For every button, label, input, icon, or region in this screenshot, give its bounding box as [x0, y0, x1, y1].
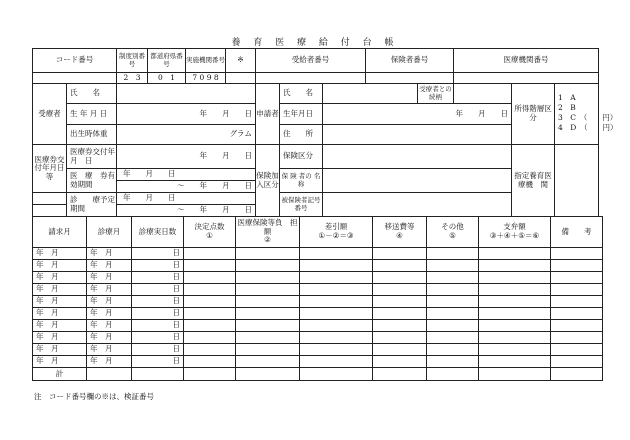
valid-period-label: 医 療 券有効期間 — [67, 169, 117, 193]
amount-cell[interactable] — [479, 260, 551, 272]
iryo-kikan-number-label: 医療機関番号 — [454, 49, 599, 73]
treatment-month-cell[interactable]: 年 月 — [87, 284, 132, 296]
amount-cell[interactable] — [184, 320, 236, 332]
page-title: 養 育 医 療 給 付 台 帳 — [231, 38, 399, 48]
amount-cell[interactable] — [300, 320, 373, 332]
insurance-kubun-field[interactable] — [323, 145, 512, 169]
header-payment — [479, 217, 551, 248]
amount-cell[interactable] — [300, 308, 373, 320]
applicant-name-label: 氏 名 — [280, 84, 323, 104]
billing-month-cell[interactable]: 年 月 — [33, 344, 87, 356]
income-option-c: 3 C （ 円） — [558, 113, 618, 122]
billing-month-cell[interactable]: 年 月 — [33, 308, 87, 320]
amount-cell[interactable] — [184, 284, 236, 296]
total-cell[interactable] — [479, 368, 551, 381]
circle-5: ⑤ — [449, 231, 456, 240]
amount-cell[interactable] — [373, 356, 427, 368]
billing-rows — [33, 248, 603, 368]
issue-date-label: 医療券交付年 月 日 — [67, 145, 117, 169]
treatment-month-cell[interactable]: 年 月 — [87, 356, 132, 368]
amount-cell[interactable] — [184, 272, 236, 284]
amount-cell[interactable] — [184, 308, 236, 320]
insurer-name-field[interactable] — [323, 169, 512, 193]
billing-month-cell[interactable]: 年 月 — [33, 248, 87, 260]
treatment-days-cell[interactable]: 日 — [132, 296, 184, 308]
patient-birth-field[interactable]: 年 月 日 — [117, 104, 256, 125]
total-cell[interactable] — [373, 368, 427, 381]
certificate-section-blank — [33, 193, 67, 205]
code-number-blank — [33, 73, 117, 84]
check-digit-field[interactable] — [226, 73, 256, 84]
footnote: 注 コード番号欄の※は、検証番号 — [34, 392, 154, 401]
jukyu-number-field[interactable] — [256, 73, 366, 84]
relation-label: 受療者との続柄 — [418, 84, 454, 104]
treatment-month-cell[interactable]: 年 月 — [87, 332, 132, 344]
table-row — [33, 248, 603, 260]
income-class-label: 所得階層区分 — [512, 84, 555, 145]
patient-birth-label: 生 年 月 日 — [67, 104, 117, 125]
billing-month-cell[interactable]: 年 月 — [33, 320, 87, 332]
amount-cell[interactable] — [300, 272, 373, 284]
amount-cell[interactable] — [300, 260, 373, 272]
decided-points-label: 決定点数 — [194, 222, 225, 232]
insured-number-field[interactable] — [323, 193, 512, 217]
amount-cell[interactable] — [236, 332, 300, 344]
hoken-number-label: 保険者番号 — [366, 49, 454, 73]
todofuken-label: 都道府県番号 — [148, 49, 186, 73]
digit: 0 — [199, 72, 205, 82]
valid-period-end[interactable]: ～ 年 月 日 — [117, 181, 256, 193]
amount-cell[interactable] — [551, 344, 603, 356]
amount-cell[interactable] — [184, 356, 236, 368]
amount-cell[interactable] — [551, 332, 603, 344]
amount-cell[interactable] — [427, 332, 479, 344]
other-label: その他 — [441, 222, 464, 232]
amount-cell[interactable] — [236, 248, 300, 260]
amount-cell[interactable] — [373, 320, 427, 332]
amount-cell[interactable] — [300, 248, 373, 260]
amount-cell[interactable] — [427, 260, 479, 272]
total-cell[interactable] — [427, 368, 479, 381]
iryo-kikan-number-field[interactable] — [454, 73, 599, 84]
amount-cell[interactable] — [427, 248, 479, 260]
treatment-days-cell[interactable]: 日 — [132, 308, 184, 320]
designated-institution-label: 指定養育医療機 関 — [512, 145, 555, 217]
digit: 8 — [213, 72, 219, 82]
header-other — [427, 217, 479, 248]
applicant-address-field[interactable] — [323, 125, 512, 145]
amount-cell[interactable] — [427, 284, 479, 296]
applicant-birth-field[interactable]: 年 月 日 — [323, 104, 512, 125]
digit: 0 — [157, 72, 163, 82]
header-difference — [300, 217, 373, 248]
applicant-section-label: 申請者 — [256, 84, 280, 145]
treatment-month-cell[interactable]: 年 月 — [87, 260, 132, 272]
treatment-days-cell[interactable]: 日 — [132, 248, 184, 260]
certificate-section-label: 医療券交付年月日等 — [33, 145, 67, 193]
plan-period-end[interactable]: ～ 年 月 日 — [117, 205, 256, 217]
applicant-name-field[interactable] — [323, 84, 418, 104]
amount-cell[interactable] — [427, 320, 479, 332]
digit: 7 — [192, 72, 198, 82]
treatment-month-cell[interactable]: 年 月 — [87, 296, 132, 308]
amount-cell[interactable] — [300, 296, 373, 308]
header-treatment-days: 診療実日数 — [132, 217, 184, 248]
amount-cell[interactable] — [373, 260, 427, 272]
amount-cell[interactable] — [184, 248, 236, 260]
table-row — [33, 272, 603, 284]
amount-cell[interactable] — [479, 320, 551, 332]
insurer-name-label: 保 険 者の 名 称 — [280, 169, 323, 193]
amount-cell[interactable] — [479, 272, 551, 284]
total-cell[interactable] — [300, 368, 373, 381]
birth-weight-field[interactable]: グラム — [117, 125, 256, 145]
treatment-days-cell[interactable]: 日 — [132, 320, 184, 332]
birth-weight-label: 出生時体重 — [67, 125, 117, 145]
total-cell[interactable] — [132, 368, 184, 381]
treatment-month-cell[interactable]: 年 月 — [87, 308, 132, 320]
insured-number-label: 被保険者記号番号 — [280, 193, 323, 217]
billing-table — [32, 216, 603, 381]
kikan-label: 実施機関番号 — [186, 49, 226, 73]
amount-cell[interactable] — [184, 260, 236, 272]
circle-4: ④ — [396, 231, 403, 240]
amount-cell[interactable] — [551, 284, 603, 296]
circle-1: ① — [206, 231, 213, 240]
billing-month-cell[interactable]: 年 月 — [33, 284, 87, 296]
amount-cell[interactable] — [427, 344, 479, 356]
billing-month-cell[interactable]: 年 月 — [33, 296, 87, 308]
ledger-table — [32, 48, 618, 217]
amount-cell[interactable] — [236, 356, 300, 368]
amount-cell[interactable] — [236, 308, 300, 320]
treatment-month-cell[interactable]: 年 月 — [87, 344, 132, 356]
amount-cell[interactable] — [427, 272, 479, 284]
patient-name-field[interactable] — [117, 84, 256, 104]
amount-cell[interactable] — [236, 320, 300, 332]
digit: 9 — [206, 72, 212, 82]
amount-cell[interactable] — [551, 272, 603, 284]
amount-cell[interactable] — [551, 320, 603, 332]
amount-cell[interactable] — [236, 296, 300, 308]
relation-field[interactable] — [454, 84, 512, 104]
table-row — [33, 344, 603, 356]
digit: 3 — [135, 72, 141, 82]
kikan-digits[interactable] — [186, 73, 226, 84]
certificate-section-blank — [33, 205, 67, 217]
insurance-kubun-label: 保険区分 — [280, 145, 323, 169]
amount-cell[interactable] — [184, 344, 236, 356]
total-cell[interactable] — [184, 368, 236, 381]
treatment-days-cell[interactable]: 日 — [132, 332, 184, 344]
billing-month-cell[interactable]: 年 月 — [33, 260, 87, 272]
table-row — [33, 296, 603, 308]
amount-cell[interactable] — [300, 332, 373, 344]
amount-cell[interactable] — [373, 272, 427, 284]
issue-date-field[interactable]: 年 月 日 — [117, 145, 256, 169]
total-cell[interactable] — [551, 368, 603, 381]
designated-institution-field[interactable] — [555, 145, 599, 217]
insurance-section-label: 保険加入区分 — [256, 145, 280, 217]
header-remarks: 備 考 — [551, 217, 603, 248]
table-row — [33, 260, 603, 272]
billing-month-cell[interactable]: 年 月 — [33, 356, 87, 368]
applicant-birth-label: 生年月日 — [280, 104, 323, 125]
amount-cell[interactable] — [300, 356, 373, 368]
amount-cell[interactable] — [427, 296, 479, 308]
header-insurance-burden — [236, 217, 305, 248]
amount-cell[interactable] — [373, 296, 427, 308]
amount-cell[interactable] — [236, 260, 300, 272]
amount-cell[interactable] — [551, 260, 603, 272]
income-class-options[interactable] — [555, 84, 618, 145]
amount-cell[interactable] — [427, 308, 479, 320]
jukyu-number-label: 受給者番号 — [256, 49, 366, 73]
total-cell[interactable] — [87, 368, 132, 381]
header-transport — [373, 217, 427, 248]
payment-formula: ③＋④＋⑤＝⑥ — [489, 231, 540, 240]
code-number-label: コード番号 — [33, 49, 117, 73]
todofuken-digits[interactable] — [148, 73, 186, 84]
treatment-days-cell[interactable]: 日 — [132, 356, 184, 368]
seido-digits[interactable] — [117, 73, 148, 84]
treatment-days-cell[interactable]: 日 — [132, 260, 184, 272]
plan-period-label: 診 療予定期間 — [67, 193, 117, 217]
seido-label: 制度別番号 — [117, 49, 148, 73]
amount-cell[interactable] — [236, 284, 300, 296]
table-row — [33, 320, 603, 332]
amount-cell[interactable] — [479, 284, 551, 296]
table-row — [33, 284, 603, 296]
billing-month-cell[interactable]: 年 月 — [33, 272, 87, 284]
circle-2: ② — [264, 235, 271, 245]
amount-cell[interactable] — [373, 248, 427, 260]
header-decided-points — [184, 217, 236, 248]
transport-label: 移送費等 — [384, 222, 415, 232]
difference-label: 差引額 — [324, 222, 348, 232]
treatment-days-cell[interactable]: 日 — [132, 344, 184, 356]
amount-cell[interactable] — [479, 344, 551, 356]
hoken-number-field[interactable] — [366, 73, 454, 84]
amount-cell[interactable] — [479, 308, 551, 320]
income-option-b: 2 B — [558, 103, 576, 112]
digit: 2 — [123, 72, 129, 82]
amount-cell[interactable] — [300, 344, 373, 356]
check-mark: ※ — [226, 49, 256, 73]
insurance-burden-label: 医療保険等負 担 額 — [237, 218, 305, 236]
valid-period-start[interactable]: 年 月 日 — [117, 169, 256, 181]
amount-cell[interactable] — [373, 344, 427, 356]
amount-cell[interactable] — [551, 248, 603, 260]
billing-month-cell[interactable]: 年 月 — [33, 332, 87, 344]
header-billing-month: 請求月 — [33, 217, 87, 248]
table-row — [33, 308, 603, 320]
amount-cell[interactable] — [236, 344, 300, 356]
treatment-month-cell[interactable]: 年 月 — [87, 248, 132, 260]
amount-cell[interactable] — [184, 332, 236, 344]
amount-cell[interactable] — [373, 332, 427, 344]
amount-cell[interactable] — [479, 248, 551, 260]
amount-cell[interactable] — [184, 296, 236, 308]
applicant-address-label: 住 所 — [280, 125, 323, 145]
amount-cell[interactable] — [236, 272, 300, 284]
treatment-month-cell[interactable]: 年 月 — [87, 272, 132, 284]
amount-cell[interactable] — [427, 356, 479, 368]
amount-cell[interactable] — [479, 356, 551, 368]
amount-cell[interactable] — [373, 308, 427, 320]
amount-cell[interactable] — [551, 356, 603, 368]
income-option-d: 4 D （ 円） — [558, 123, 618, 132]
plan-period-start[interactable]: 年 月 日 — [117, 193, 256, 205]
total-cell[interactable] — [236, 368, 300, 381]
table-row — [33, 356, 603, 368]
income-option-a: 1 A — [558, 93, 576, 102]
treatment-month-cell[interactable]: 年 月 — [87, 320, 132, 332]
amount-cell[interactable] — [551, 308, 603, 320]
amount-cell[interactable] — [300, 284, 373, 296]
difference-formula: ①－②＝③ — [318, 231, 354, 240]
total-label: 計 — [33, 368, 87, 381]
amount-cell[interactable] — [373, 284, 427, 296]
amount-cell[interactable] — [551, 296, 603, 308]
amount-cell[interactable] — [479, 296, 551, 308]
patient-name-label: 氏 名 — [67, 84, 117, 104]
payment-label: 支弁額 — [503, 222, 526, 232]
digit: 1 — [170, 72, 176, 82]
amount-cell[interactable] — [479, 332, 551, 344]
patient-section-label: 受療者 — [33, 84, 67, 145]
treatment-days-cell[interactable]: 日 — [132, 284, 184, 296]
table-row — [33, 332, 603, 344]
header-treatment-month: 診療月 — [87, 217, 132, 248]
treatment-days-cell[interactable]: 日 — [132, 272, 184, 284]
